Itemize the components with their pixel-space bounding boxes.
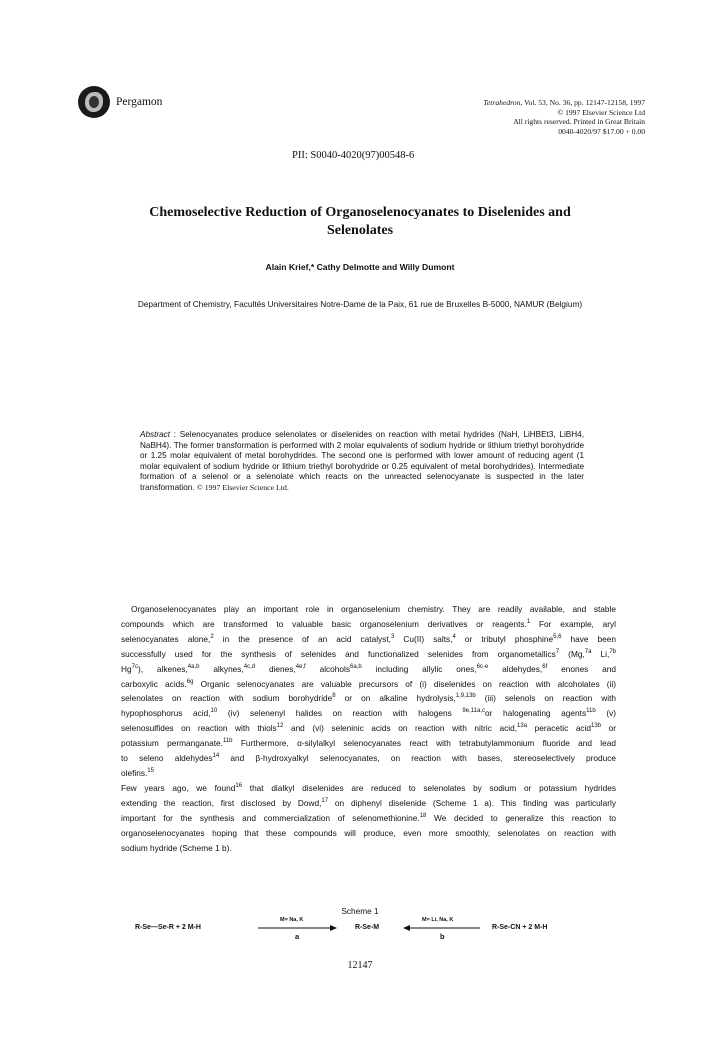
reference-superscript: 18 [419,812,427,819]
affiliation: Department of Chemistry, Facultés Universitaires Notre-Dame de la Paix, 61 rue de Bruxelles B-5000, NAMUR (Belgium) [137,299,583,309]
text-segment: dienes, [255,663,296,674]
text-segment: selenolates on reaction with sodium borohydride [121,693,333,704]
reference-superscript: 7 [555,648,560,655]
text-segment: Organic selenocyanates are valuable precursors of (i) diselenides on reaction with alcoholates (ii) [193,678,616,689]
scheme-step-b: b [440,932,445,941]
body-line [121,647,616,662]
text-segment: carboxylic acids. [121,678,187,689]
text-segment: and β-hydroxyalkyl selenocyanates, on reaction with bases, stereoselectively produce [219,753,616,764]
text-segment: including allylic ones, [361,663,477,674]
body-line [121,632,616,647]
publisher-logo [78,86,162,118]
abstract-text: : Selenocyanates produce selenolates or diselenides on reaction with metal hydrides (NaH, LiHBEt3, LiBH4, NaBH4). The former transformation is performed with 2 molar equivalents of sodium hydride or lithium triethyl borohydride or 1.25 molar equivalent of metal borohydrides. The second one is performed with lower amount of reducing agent (1 molar equivalent of sodium hydride or lithium triethyl borohydride or 0.25 equivalent of metal borohydrides). Intermediate formation of a selenol or a selenolate which reacts on the unreacted selenocyanate is suspected in the later transformation. [140,430,584,492]
reference-superscript: 5,6 [553,633,562,640]
text-segment: For example, aryl [530,618,616,629]
text-segment: (Mg, [559,648,585,659]
body-line [121,751,616,766]
text-segment: (iv) selenenyl halides on reaction with halogens [217,708,463,719]
reference-superscript: 13b [591,723,602,730]
reference-superscript: 15 [147,767,154,774]
text-segment: Hg [121,663,132,674]
reference-superscript: 6c-e [476,663,489,670]
text-segment: organoselenocyanates hoping that these compounds will produce, even more smoothly, selenolates on reaction with [121,827,616,838]
reference-superscript: 7b [609,648,616,655]
journal-line [483,108,645,118]
body-line [121,706,616,721]
text-segment: or on alkaline hydrolysis, [335,693,456,704]
reference-superscript: 1,9,13b [455,693,476,700]
body-line [121,796,616,811]
title-line: Selenolates [326,223,394,238]
body-line [121,721,616,736]
text-segment: olefins. [121,767,148,778]
reference-superscript: 6a,b [350,663,362,670]
text-segment: ), alkenes, [137,663,188,674]
text-segment: Li, [591,648,610,659]
text-segment: to seleno aldehydes [121,753,213,764]
reference-superscript: 4e,f [295,663,306,670]
reference-superscript: 11b [586,708,596,715]
journal-line [483,98,645,108]
text-segment: enones and [547,663,616,674]
scheme-reactant-diselenide: R-Se—Se-R + 2 M-H [135,924,201,931]
text-segment: sodium hydride (Scheme 1 b). [121,842,232,853]
body-line [121,826,616,841]
reference-superscript: 13a [517,723,528,730]
journal-detail: © 1997 Elsevier Science Ltd [557,107,645,117]
scheme-product-selenolate: R-Se-M [355,924,380,931]
journal-name: Tetrahedron [483,98,521,107]
article-title [100,204,620,240]
reference-superscript: 12 [276,723,284,730]
text-segment: or halogenating agents [485,708,587,719]
journal-line [483,117,645,127]
body-line [121,677,616,692]
text-segment: potassium permanganate. [121,738,223,749]
body-text [121,602,616,855]
scheme-step-a: a [295,932,300,941]
scheme-reactant-selenocyanate: R-Se-CN + 2 M-H [492,924,548,931]
text-segment: alkynes, [199,663,244,674]
reference-superscript: 1 [526,618,531,625]
reference-superscript: 6f [542,663,548,670]
body-line [121,662,616,677]
title-line: Chemoselective Reduction of Organoselenocyanates to Diselenides and [149,205,571,220]
body-line [121,781,616,796]
text-segment: aldehydes, [488,663,543,674]
body-line [121,691,616,706]
reference-superscript: 7c [131,663,138,670]
text-segment: on diphenyl diselenide (Scheme 1 a). This finding was particularly [328,797,616,808]
body-line [121,811,616,826]
reference-superscript: 7a [584,648,592,655]
text-segment: and (vi) seleninic acids on reaction with nitric acid, [283,723,518,734]
reference-superscript: 4c,d [243,663,256,670]
text-segment: compounds which are transformed to valuable basic organoselenium derivatives or reagents. [121,618,527,629]
body-line [121,617,616,632]
reference-superscript: 14 [212,753,220,760]
text-segment: extending the reaction, first disclosed by Dowd, [121,797,322,808]
reaction-scheme [0,914,720,944]
text-segment: or [601,723,616,734]
text-segment: that dialkyl diselenides are reduced to selenolates by sodium or potassium hydrides [242,782,616,793]
abstract-label: Abstract [140,430,171,439]
reference-superscript: 6g [186,678,194,685]
text-segment: Organoselenocyanates play an important role in organoselenium chemistry. They are readily available, and stable [131,604,616,614]
text-segment: in the presence of an acid catalyst, [213,633,391,644]
body-line [121,841,616,856]
journal-detail: All rights reserved. Printed in Great Britain [513,117,645,127]
text-segment: hypophosphorus acid, [121,708,211,719]
text-segment: We decided to generalize this reaction to [426,812,616,823]
reference-superscript: 8 [332,693,336,700]
text-segment: Few years ago, we found [121,782,236,793]
scheme-label: Scheme 1 [341,906,379,916]
scheme-condition-b: M= Li, Na, K [422,917,454,923]
text-segment: have been [561,633,616,644]
text-segment: important for the synthesis and commercialization of selenomethionine. [121,812,420,823]
text-segment: Cu(II) salts, [394,633,453,644]
reference-superscript: 2 [210,633,214,640]
body-line [121,766,616,781]
page-number: 12147 [347,960,373,971]
text-segment: (v) [595,708,616,719]
text-segment: (iii) selenols on reaction with [475,693,616,704]
journal-detail: 0040-4020/97 $17.00 + 0.00 [558,126,645,136]
reference-superscript: 4a,b [187,663,200,670]
abstract [140,430,584,494]
reference-superscript: 9e,11a,c [462,708,485,715]
publisher-name: Pergamon [116,96,163,108]
text-segment: Furthermore, α-silylalkyl selenocyanates react with tetrabutylammonium fluoride and lead [232,738,616,749]
journal-line [483,127,645,137]
reference-superscript: 10 [210,708,218,715]
reference-superscript: 3 [390,633,395,640]
reference-superscript: 16 [235,782,243,789]
arrow-b-head [403,925,410,931]
reference-superscript: 17 [321,797,329,804]
text-segment: successfully used for the synthesis of selenides and functionalized selenides from organometallics [121,648,556,659]
abstract-copyright: © 1997 Elsevier Science Ltd. [196,482,289,492]
reference-superscript: 4 [452,633,456,640]
text-segment: peracetic acid [527,723,592,734]
author-list: Alain Krief,* Cathy Delmotte and Willy Dumont [265,262,455,272]
body-line [121,602,616,617]
scheme-condition-a: M= Na, K [280,917,304,923]
elsevier-tree-icon [78,86,110,118]
arrow-a-head [330,925,337,931]
body-line [121,736,616,751]
journal-detail: , Vol. 53, No. 36, pp. 12147-12158, 1997 [520,98,645,107]
reference-superscript: 11b [222,738,233,745]
pii-identifier: PII: S0040-4020(97)00548-6 [292,150,415,161]
text-segment: alcohols [305,663,351,674]
text-segment: selenocyanates alone, [121,633,211,644]
text-segment: or tributyl phosphine [455,633,554,644]
text-segment: selenosulfides on reaction with thiols [121,723,277,734]
journal-citation [483,98,645,136]
